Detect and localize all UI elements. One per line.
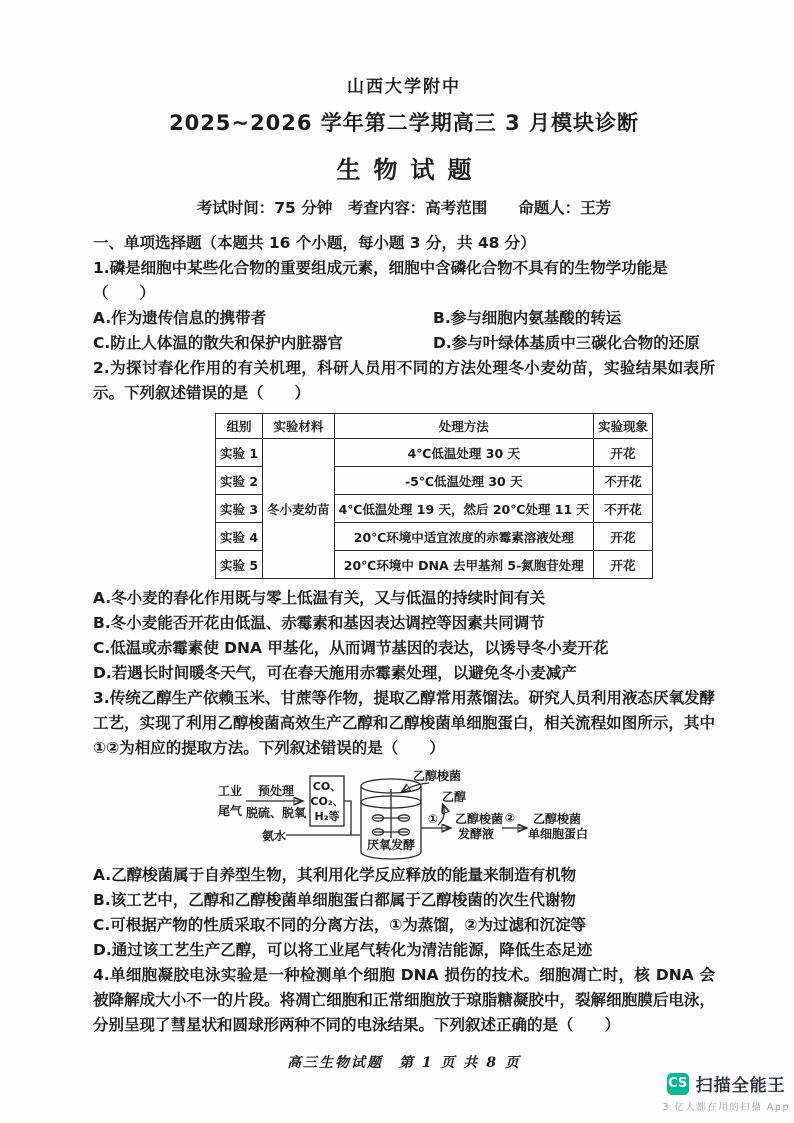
cell-material: 冬小麦幼苗 xyxy=(263,439,335,579)
col-header-result: 实验现象 xyxy=(594,414,653,439)
cell-result: 开花 xyxy=(594,551,653,579)
question-4-stem: 4.单细胞凝胶电泳实验是一种检测单个细胞 DNA 损伤的技术。细胞凋亡时，核 DNA 会被降解成大小不一的片段。将凋亡细胞和正常细胞放于琼脂糖凝胶中，裂解细胞膜后电泳，分别呈现了彗星状和圆球形两种不同的电泳结果。下列叙述正确的是（ ） xyxy=(93,966,715,1034)
question-1-stem: 1.磷是细胞中某些化合物的重要组成元素，细胞中含磷化合物不具有的生物学功能是 xyxy=(93,259,668,277)
cell-group: 实验 5 xyxy=(216,551,263,579)
label-broth-1: 乙醇梭菌 xyxy=(454,812,504,826)
question-1-answer-blank: （ ） xyxy=(93,284,156,302)
label-co: CO、 xyxy=(312,780,342,793)
cell-group: 实验 3 xyxy=(216,495,263,523)
option-d: D.参与叶绿体基质中三碳化合物的还原 xyxy=(433,334,700,352)
option-c: C.防止人体温的散失和保护内脏器官 xyxy=(93,334,343,352)
label-h2: H₂等 xyxy=(314,810,340,823)
cs-app-icon: CS xyxy=(667,1073,689,1095)
cell-method: 20℃环境中适宜浓度的赤霉素溶液处理 xyxy=(334,523,593,551)
cell-result: 不开花 xyxy=(594,495,653,523)
exam-title: 2025~2026 学年第二学期高三 3 月模块诊断 xyxy=(168,111,640,135)
school-name: 山西大学附中 xyxy=(347,77,461,97)
section-header: 一、单项选择题（本题共 16 个小题，每小题 3 分，共 48 分） xyxy=(93,234,536,252)
scanner-badge-row xyxy=(667,1071,786,1096)
cell-result: 开花 xyxy=(594,523,653,551)
label-ammonia: 氨水 xyxy=(261,829,287,843)
question-3-option-a: A.乙醇梭菌属于自养型生物，其利用化学反应释放的能量来制造有机物 xyxy=(93,866,577,884)
label-anaerobic-fermentation: 厌氧发酵 xyxy=(366,838,416,852)
question-3-option-c: C.可根据产物的性质采取不同的分离方法，①为蒸馏，②为过滤和沉淀等 xyxy=(93,916,587,934)
label-protein-1: 乙醇梭菌 xyxy=(532,812,582,826)
table-header-row xyxy=(216,414,653,439)
label-protein-2: 单细胞蛋白 xyxy=(527,827,589,841)
label-ethanol: 乙醇 xyxy=(441,790,467,804)
cell-group: 实验 1 xyxy=(216,439,263,467)
col-header-group: 组别 xyxy=(216,414,263,439)
option-b: B.参与细胞内氨基酸的转运 xyxy=(433,309,622,327)
scanner-app-name: 扫描全能王 xyxy=(695,1076,786,1096)
cell-group: 实验 4 xyxy=(216,523,263,551)
question-3-stem: 3.传统乙醇生产依赖玉米、甘蔗等作物，提取乙醇常用蒸馏法。研究人员利用液态厌氧发酵工艺，实现了利用乙醇梭菌高效生产乙醇和乙醇梭菌单细胞蛋白，相关流程如图所示，其中①②为相应的提取方法。下列叙述错误的是（ ） xyxy=(93,689,715,757)
question-2-stem: 2.为探讨春化作用的有关机理，科研人员用不同的方法处理冬小麦幼苗，实验结果如表所示。下列叙述错误的是（ ） xyxy=(93,359,715,402)
option-a: A.作为遗传信息的携带者 xyxy=(93,309,267,327)
label-tail-gas: 尾气 xyxy=(217,804,243,818)
cell-group: 实验 2 xyxy=(216,467,263,495)
cell-method: 4℃低温处理 19 天，然后 20℃处理 11 天 xyxy=(334,495,593,523)
scanner-watermark xyxy=(662,1071,790,1113)
question-3-option-d: D.通过该工艺生产乙醇，可以将工业尾气转化为清洁能源，降低生态足迹 xyxy=(93,941,593,959)
vessel-bottom xyxy=(361,852,421,859)
label-co2: CO₂、 xyxy=(310,795,344,808)
cell-result: 开花 xyxy=(594,439,653,467)
question-2-option-d: D.若遇长时间暖冬天气，可在春天施用赤霉素处理，以避免冬小麦减产 xyxy=(93,664,577,682)
cell-method: -5℃低温处理 30 天 xyxy=(334,467,593,495)
col-header-material: 实验材料 xyxy=(263,414,335,439)
col-header-method: 处理方法 xyxy=(334,414,593,439)
question-3-option-b: B.该工艺中，乙醇和乙醇梭菌单细胞蛋白都属于乙醇梭菌的次生代谢物 xyxy=(93,891,576,909)
page-content xyxy=(93,0,715,1072)
label-industrial: 工业 xyxy=(217,784,243,798)
question-2-option-c: C.低温或赤霉素使 DNA 甲基化，从而调节基因的表达，以诱导冬小麦开花 xyxy=(93,639,609,657)
page-footer: 高三生物试题 第 1 页 共 8 页 xyxy=(287,1055,521,1071)
question-2-option-a: A.冬小麦的春化作用既与零上低温有关，又与低温的持续时间有关 xyxy=(93,589,546,607)
label-clostridium-in: 乙醇梭菌 xyxy=(412,769,462,783)
subject-title: 生物试题 xyxy=(336,156,485,184)
cell-method: 20℃环境中 DNA 去甲基剂 5-氮胞苷处理 xyxy=(334,551,593,579)
scanner-tagline: 3 亿人都在用的扫描 App xyxy=(662,1102,790,1113)
label-pretreatment: 预处理 xyxy=(257,784,295,798)
exam-info-line: 考试时间：75 分钟 考查内容：高考范围 命题人：王芳 xyxy=(196,199,612,217)
experiment-table xyxy=(215,413,653,579)
label-desulfurization: 脱硫、脱氧 xyxy=(245,806,307,820)
question-1-options xyxy=(93,306,715,356)
label-step-1: ① xyxy=(427,812,439,826)
label-step-2: ② xyxy=(504,811,516,825)
table-row xyxy=(216,439,653,467)
fermentation-process-diagram xyxy=(188,764,618,860)
label-broth-2: 发酵液 xyxy=(457,827,495,841)
cell-method: 4℃低温处理 30 天 xyxy=(334,439,593,467)
question-2-option-b: B.冬小麦能否开花由低温、赤霉素和基因表达调控等因素共同调节 xyxy=(93,614,545,632)
cell-result: 不开花 xyxy=(594,467,653,495)
arrow-ethanol xyxy=(438,805,444,825)
